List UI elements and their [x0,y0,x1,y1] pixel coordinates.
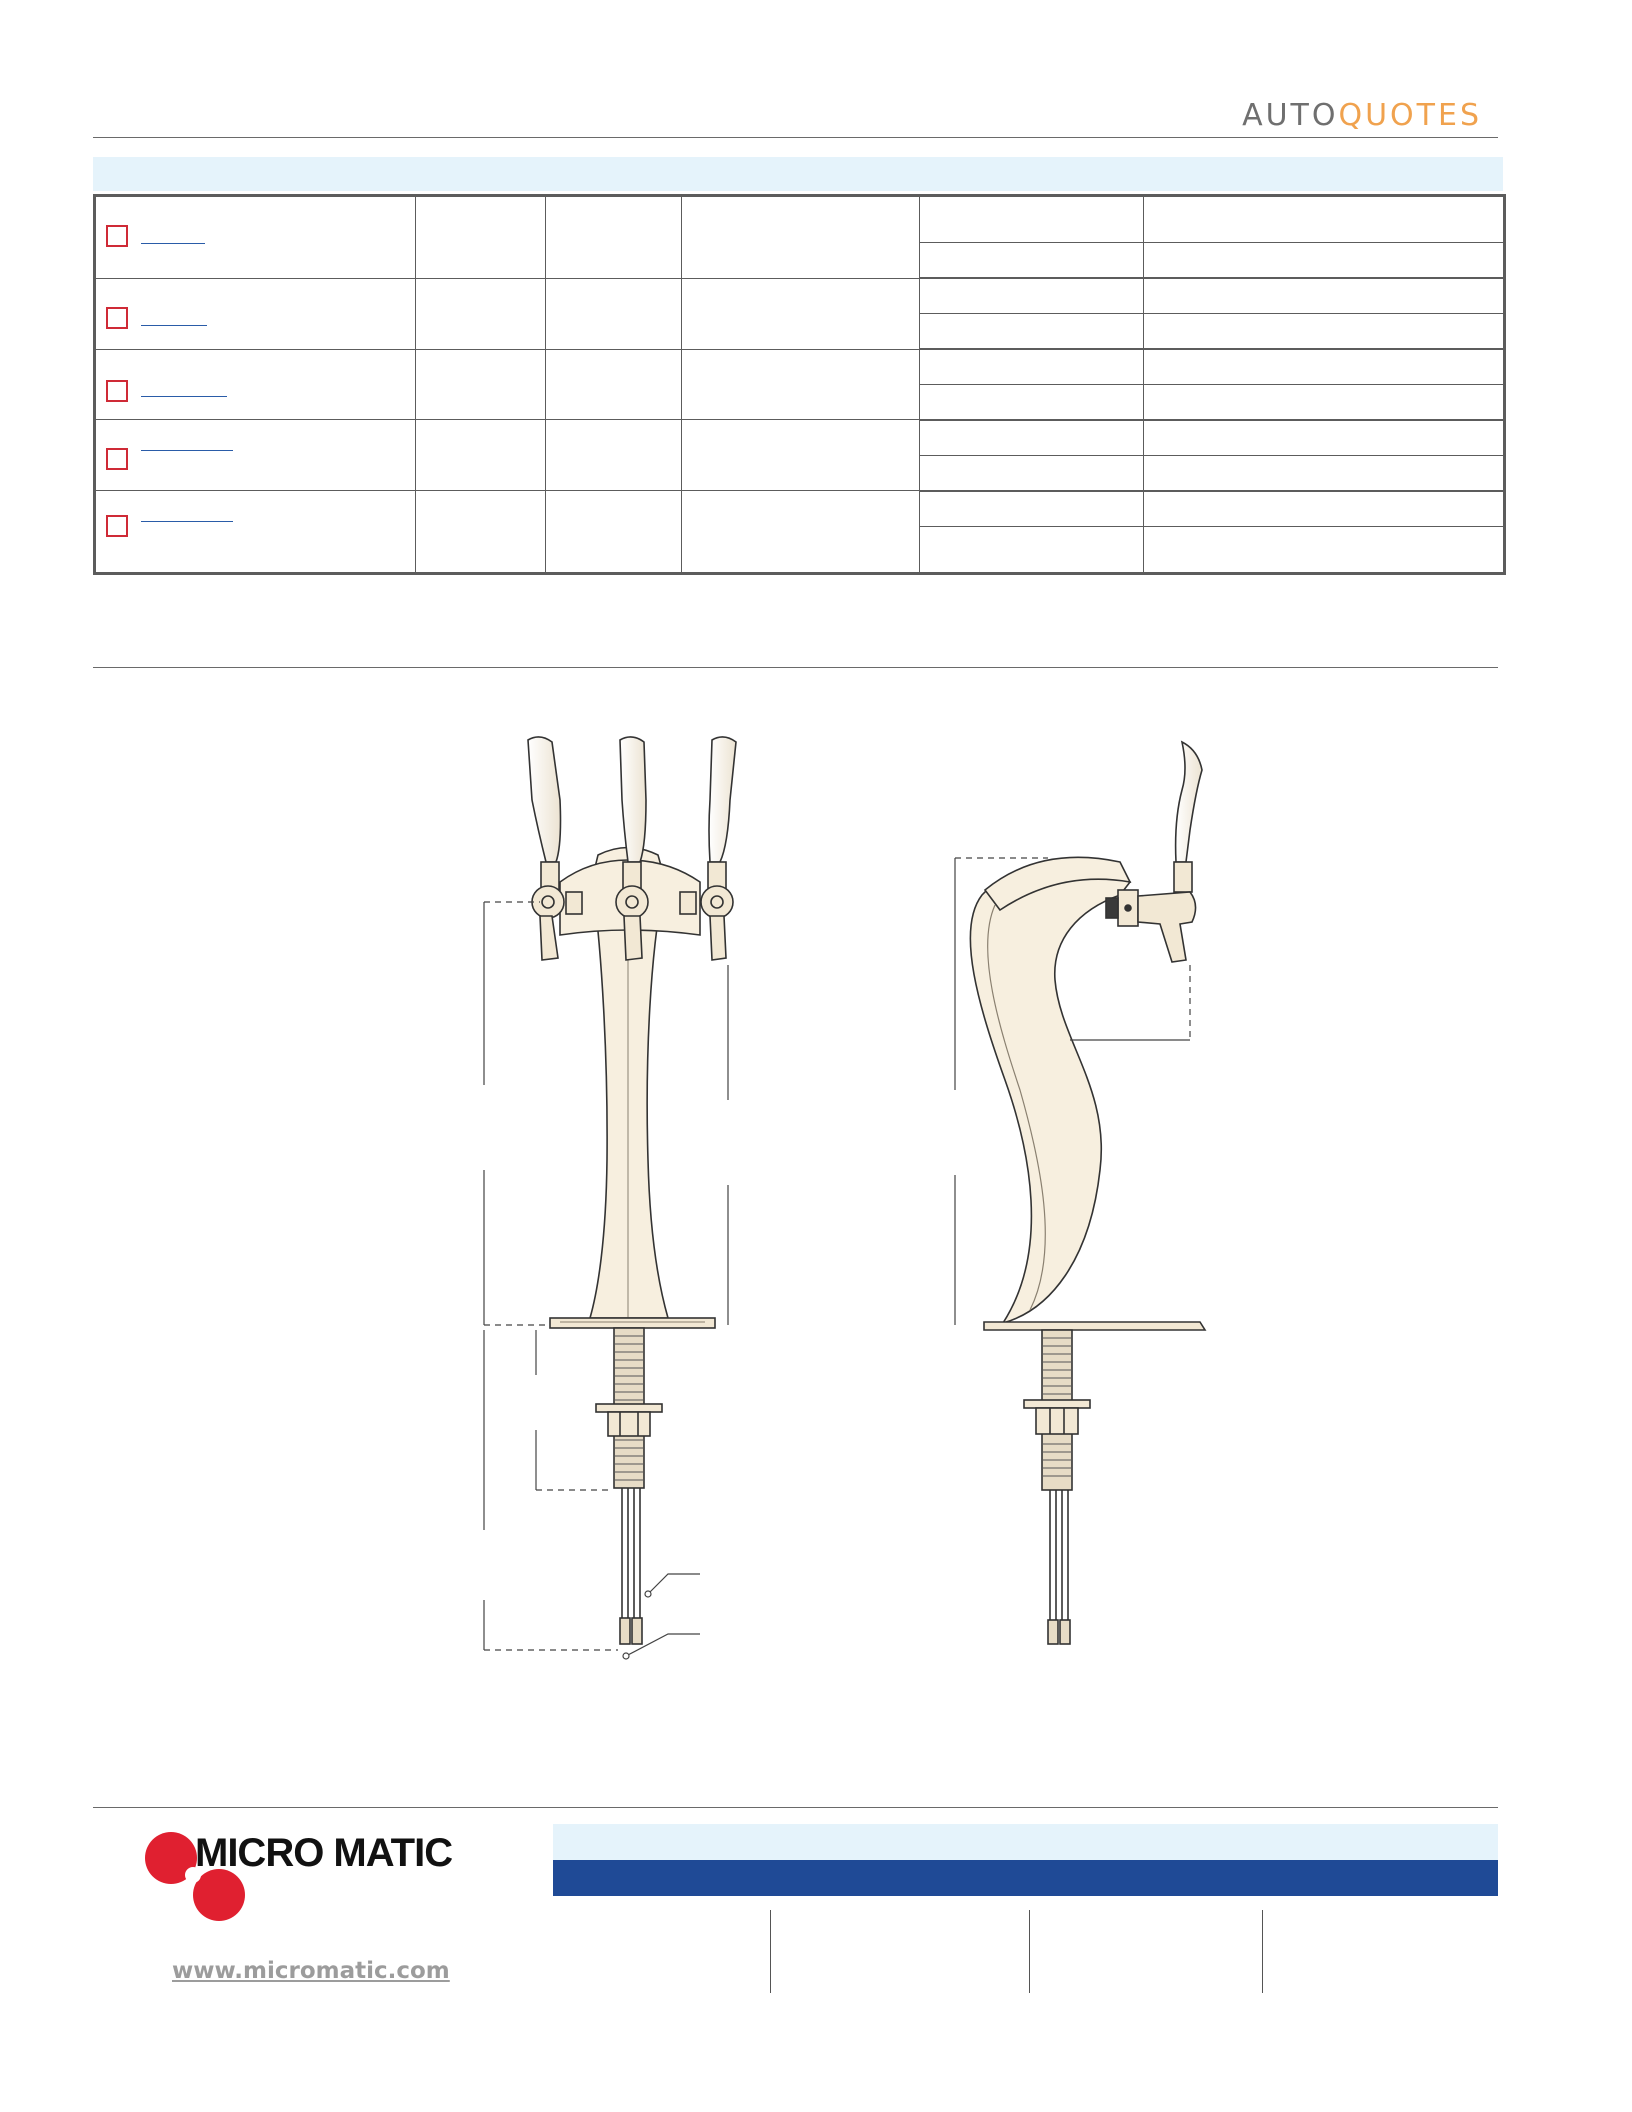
models-header-band [93,157,1503,191]
model-link[interactable] [141,450,233,451]
model-checkbox[interactable] [106,225,128,247]
tower-drawings [0,700,1632,1720]
website-link[interactable]: www.micromatic.com [172,1958,450,1984]
footer-divider [770,1910,771,1993]
model-checkbox[interactable] [106,448,128,470]
model-checkbox[interactable] [106,515,128,537]
model-link[interactable] [141,243,205,244]
model-link[interactable] [141,325,207,326]
side-view-drawing [955,742,1205,1644]
model-cell [95,196,416,279]
model-link[interactable] [141,396,227,397]
footer-blue-band [553,1860,1498,1896]
model-cell [95,491,416,574]
autoquotes-brand [1242,98,1482,133]
brand-quotes: QUOTES [1338,98,1482,133]
section-rule [93,667,1498,668]
brand-auto: AUTO [1242,98,1339,133]
model-cell [95,349,416,420]
footer-rule [93,1807,1498,1808]
logo-text: MICRO MATIC [195,1831,453,1875]
model-checkbox[interactable] [106,380,128,402]
model-link[interactable] [141,521,233,522]
footer-light-band [553,1824,1498,1860]
header-rule [93,137,1498,138]
model-cell [95,420,416,491]
models-table [93,194,1506,575]
model-checkbox[interactable] [106,307,128,329]
footer-divider [1262,1910,1263,1993]
model-cell [95,278,416,349]
front-view-drawing [484,737,736,1659]
footer-divider [1029,1910,1030,1993]
faucet-side [1106,742,1202,962]
